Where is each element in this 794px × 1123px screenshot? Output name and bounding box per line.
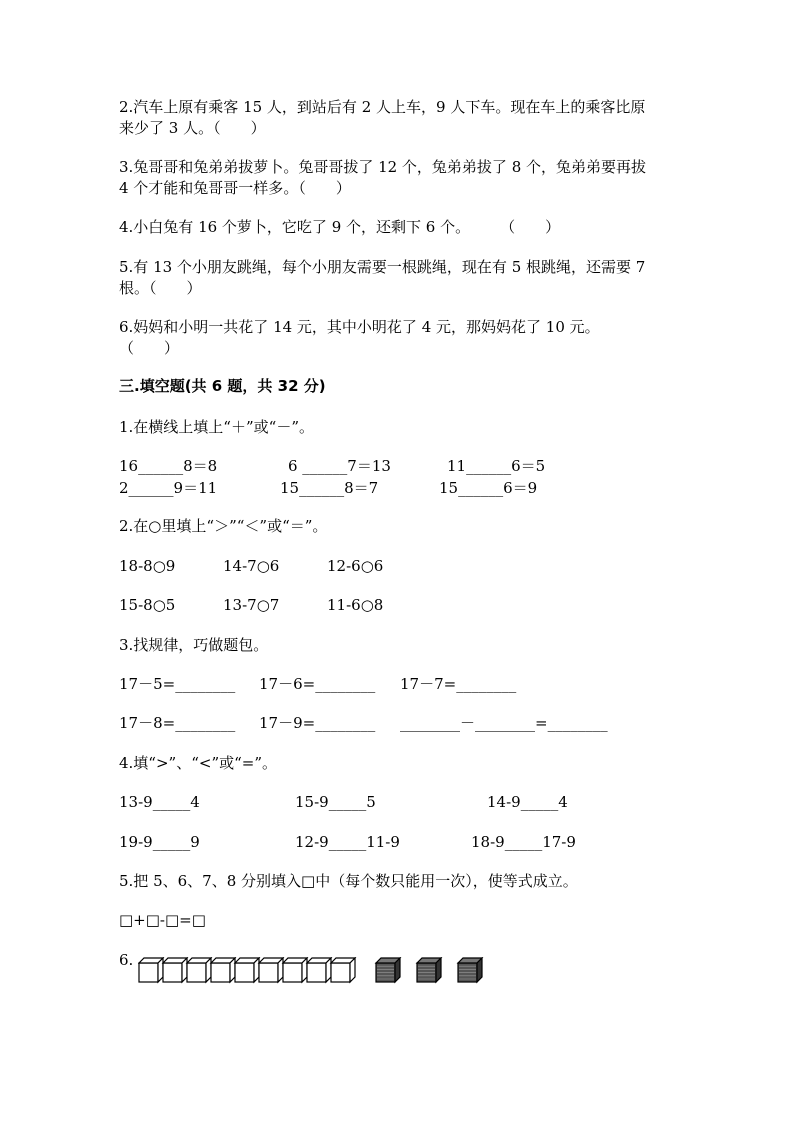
q5-title: 5.把 5、6、7、8 分别填入□中（每个数只能用一次），使等式成立。 — [119, 872, 578, 890]
q1-title: 1.在横线上填上“＋”或“－”。 — [119, 418, 314, 436]
q3-item: ________－________=________ — [400, 714, 608, 732]
section3-heading: 三.填空题(共 6 题，共 32 分) — [119, 377, 326, 395]
white-cube — [211, 958, 235, 982]
q1-item: 2______9＝11 — [119, 479, 218, 497]
white-cube — [187, 958, 211, 982]
white-cube — [283, 958, 307, 982]
q1-item: 15______8＝7 — [280, 479, 379, 497]
q4-item: 13-9_____4 — [119, 793, 200, 811]
q4-item: 12-9_____11-9 — [295, 833, 400, 851]
q3-title: 3.找规律，巧做题包。 — [119, 636, 269, 654]
judge-q6-line2: （ ） — [119, 339, 180, 357]
q2-item: 15-8○5 — [119, 596, 176, 614]
q1-item: 16______8＝8 — [119, 457, 218, 475]
q3-item: 17－6=________ — [259, 675, 376, 693]
q3-item: 17－5=________ — [119, 675, 236, 693]
judge-q4: 4.小白兔有 16 个萝卜，它吃了 9 个，还剩下 6 个。 （ ） — [119, 218, 561, 236]
judge-q5-line1: 5.有 13 个小朋友跳绳，每个小朋友需要一根跳绳，现在有 5 根跳绳，还需要 7 — [119, 258, 646, 276]
q6-label: 6. — [119, 951, 134, 969]
q4-item: 19-9_____9 — [119, 833, 200, 851]
gray-cube — [417, 958, 441, 982]
q1-item: 15______6＝9 — [439, 479, 538, 497]
white-cube — [139, 958, 163, 982]
q1-item: 6 ______7＝13 — [288, 457, 391, 475]
white-cube — [235, 958, 259, 982]
q4-item: 15-9_____5 — [295, 793, 376, 811]
q2-item: 13-7○7 — [223, 596, 280, 614]
gray-cube — [458, 958, 482, 982]
q2-title: 2.在○里填上“＞”“＜”或“＝”。 — [119, 517, 328, 535]
q3-item: 17－9=________ — [259, 714, 376, 732]
judge-q3-line2: 4 个才能和兔哥哥一样多。（ ） — [119, 179, 351, 197]
cube-row — [138, 957, 498, 985]
white-cube — [259, 958, 283, 982]
q3-item: 17－7=________ — [400, 675, 517, 693]
judge-q2-line2: 来少了 3 人。（ ） — [119, 119, 266, 137]
judge-q3-line1: 3.兔哥哥和兔弟弟拔萝卜。兔哥哥拔了 12 个，兔弟弟拔了 8 个，兔弟弟要再拔 — [119, 158, 647, 176]
q2-item: 14-7○6 — [223, 557, 280, 575]
judge-q2-line1: 2.汽车上原有乘客 15 人，到站后有 2 人上车，9 人下车。现在车上的乘客比原 — [119, 98, 646, 116]
q2-item: 12-6○6 — [327, 557, 384, 575]
q4-item: 18-9_____17-9 — [471, 833, 576, 851]
judge-q5-line2: 根。（ ） — [119, 279, 202, 297]
white-cube — [307, 958, 331, 982]
white-cube — [331, 958, 355, 982]
q5-equation: □+□-□=□ — [119, 911, 206, 929]
q2-item: 11-6○8 — [327, 596, 384, 614]
q3-item: 17－8=________ — [119, 714, 236, 732]
q4-item: 14-9_____4 — [487, 793, 568, 811]
q4-title: 4.填“>”、“<”或“=”。 — [119, 754, 278, 772]
q2-item: 18-8○9 — [119, 557, 176, 575]
judge-q6-line1: 6.妈妈和小明一共花了 14 元，其中小明花了 4 元，那妈妈花了 10 元。 — [119, 318, 600, 336]
cube-illustration — [138, 957, 498, 985]
gray-cube — [376, 958, 400, 982]
q1-item: 11______6＝5 — [447, 457, 546, 475]
white-cube — [163, 958, 187, 982]
